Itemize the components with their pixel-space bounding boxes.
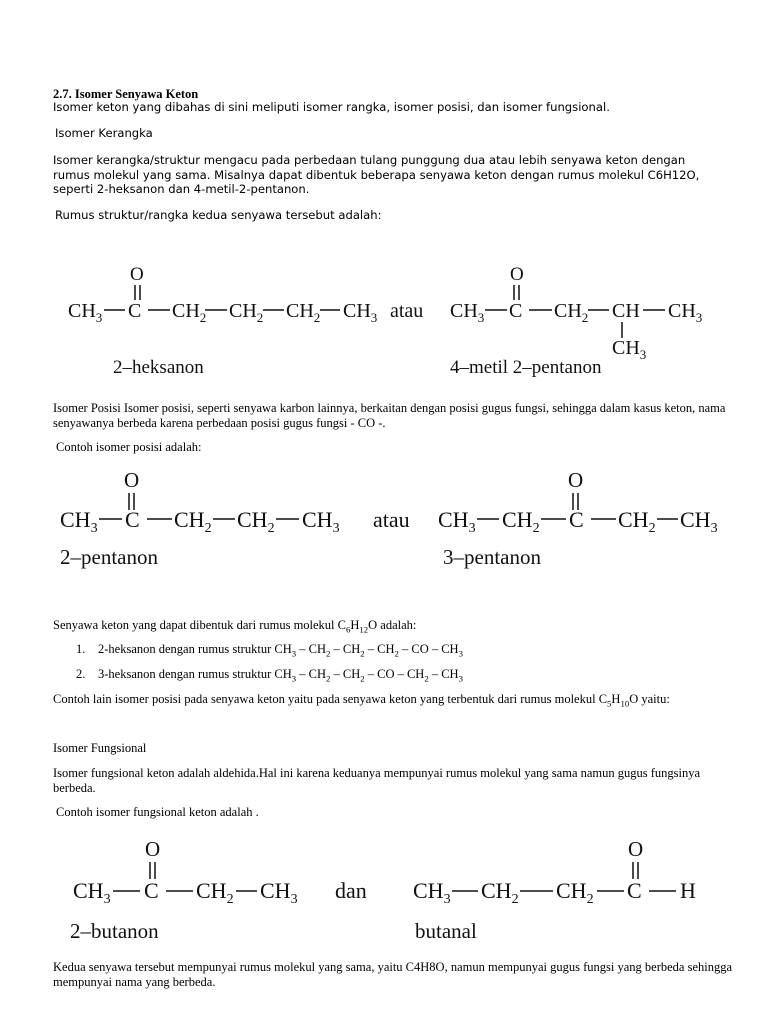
- svg-text:atau: atau: [373, 507, 410, 532]
- posisi-paragraph: Isomer Posisi Isomer posisi, seperti senyawa karbon lainnya, berkaitan dengan posisi gugus fungsi, sehingga dalam kasus keton, nama senyawanya berbeda karena perbedaan posisi gugus fungsi - CO -.: [53, 401, 726, 430]
- name-butanal: butanal: [415, 919, 477, 943]
- svg-text:CH3: $CH_3$: [668, 300, 703, 325]
- svg-text:CH2: $CH_2$: [618, 507, 656, 536]
- svg-text:CH2: $CH_2$: [229, 300, 264, 325]
- svg-text:CH3: $CH_3$: [612, 337, 647, 362]
- fungsional-paragraph: Isomer fungsional keton adalah aldehida.Hal ini karena keduanya mempunyai rumus molekul yang sama namun gugus fungsinya berbeda.: [53, 766, 701, 795]
- fungsional-heading: Isomer Fungsional: [53, 741, 147, 755]
- oxygen-label: O: [130, 264, 144, 285]
- fungsional-structures: [0, 835, 768, 955]
- name-2-butanon: 2–butanon: [70, 919, 159, 943]
- svg-text:CH3: $CH_3$: [60, 507, 98, 536]
- list-item-text: 2-heksanon dengan rumus struktur $CH_3 - CH_2 - CH_2 - CH_2$ – CO – $CH_3$: [98, 642, 463, 659]
- svg-text:CH3: $CH_3$: [438, 507, 476, 536]
- fungsional-contoh: Contoh isomer fungsional keton adalah .: [56, 805, 259, 819]
- kerangka-structures: [0, 250, 768, 390]
- svg-text:CH2: $CH_2$: [172, 300, 207, 325]
- svg-text:C: C: [128, 300, 142, 322]
- svg-text:O: O: [510, 264, 524, 285]
- svg-text:CH2: $CH_2$: [237, 507, 275, 536]
- kerangka-paragraph: Isomer kerangka/struktur mengacu pada perbedaan tulang punggung dua atau lebih senyawa keton dengan rumus molekul yang sama. Misalnya dapat dibentuk beberapa senyawa keton dengan rumus molekul C6H12O, seperti 2-heksanon dan 4-metil-2-pentanon.: [53, 153, 700, 196]
- list-item: 2.: [76, 667, 86, 681]
- svg-text:CH2: $CH_2$: [286, 300, 321, 325]
- svg-text:O: O: [124, 468, 140, 492]
- name-3-pentanon: 3–pentanon: [443, 545, 541, 569]
- svg-text:C: C: [509, 300, 523, 322]
- name-4-metil-2-pentanon: 4–metil 2–pentanon: [450, 357, 602, 378]
- svg-text:CH3: $CH_3$: [260, 878, 298, 907]
- svg-text:CH2: $CH_2$: [502, 507, 540, 536]
- section-title: 2.7. Isomer Senyawa Keton: [53, 87, 199, 101]
- svg-text:CH2: $CH_2$: [196, 878, 234, 907]
- svg-text:C: C: [569, 507, 584, 532]
- svg-text:CH3: $CH_3$: [302, 507, 340, 536]
- intro-text: Isomer keton yang dibahas di sini meliputi isomer rangka, isomer posisi, dan isomer fungsional.: [53, 100, 610, 114]
- svg-text:CH3: $CH_3$: [680, 507, 718, 536]
- svg-text:CH2: $CH_2$: [556, 878, 594, 907]
- svg-text:C: C: [627, 878, 642, 903]
- svg-text:CH3: $CH_3$: [343, 300, 378, 325]
- svg-text:CH3: $CH_3$: [413, 878, 451, 907]
- kerangka-heading: Isomer Kerangka: [55, 126, 153, 140]
- name-2-heksanon: 2–heksanon: [113, 357, 204, 378]
- svg-text:O: O: [568, 468, 584, 492]
- svg-text:O: O: [628, 837, 644, 861]
- atau-label: atau: [390, 300, 424, 322]
- c5h10o-text: Contoh lain isomer posisi pada senyawa keton yaitu pada senyawa keton yang terbentuk dari rumus molekul $C_5H_{10}O$ yaitu:: [53, 692, 670, 709]
- name-2-pentanon: 2–pentanon: [60, 545, 158, 569]
- list-item-text: 3-heksanon dengan rumus struktur $CH_3 - CH_2 - CH_2$ – CO – $CH_2 - CH_3$: [98, 667, 463, 684]
- svg-text:CH3: $CH_3$: [73, 878, 111, 907]
- svg-text:CH: CH: [612, 300, 640, 322]
- svg-text:C: C: [144, 878, 159, 903]
- svg-text:dan: dan: [335, 878, 367, 903]
- svg-text:CH3: $CH_3$: [68, 300, 103, 325]
- svg-text:CH2: $CH_2$: [554, 300, 589, 325]
- c6h12o-text: Senyawa keton yang dapat dibentuk dari rumus molekul $C_6H_{12}O$ adalah:: [53, 618, 417, 635]
- svg-text:H: H: [680, 878, 696, 903]
- svg-text:O: O: [145, 837, 161, 861]
- svg-text:CH3: $CH_3$: [450, 300, 485, 325]
- closing-paragraph: Kedua senyawa tersebut mempunyai rumus molekul yang sama, yaitu C4H8O, namun mempunyai gugus fungsi yang berbeda sehingga mempunyai nama yang berbeda.: [53, 960, 733, 989]
- svg-text:C: C: [125, 507, 140, 532]
- list-item: 1.: [76, 642, 86, 656]
- posisi-structures: [0, 470, 768, 580]
- svg-text:CH2: $CH_2$: [481, 878, 519, 907]
- rumus-text: Rumus struktur/rangka kedua senyawa tersebut adalah:: [55, 208, 382, 222]
- svg-text:CH2: $CH_2$: [174, 507, 212, 536]
- posisi-contoh: Contoh isomer posisi adalah:: [56, 440, 202, 454]
